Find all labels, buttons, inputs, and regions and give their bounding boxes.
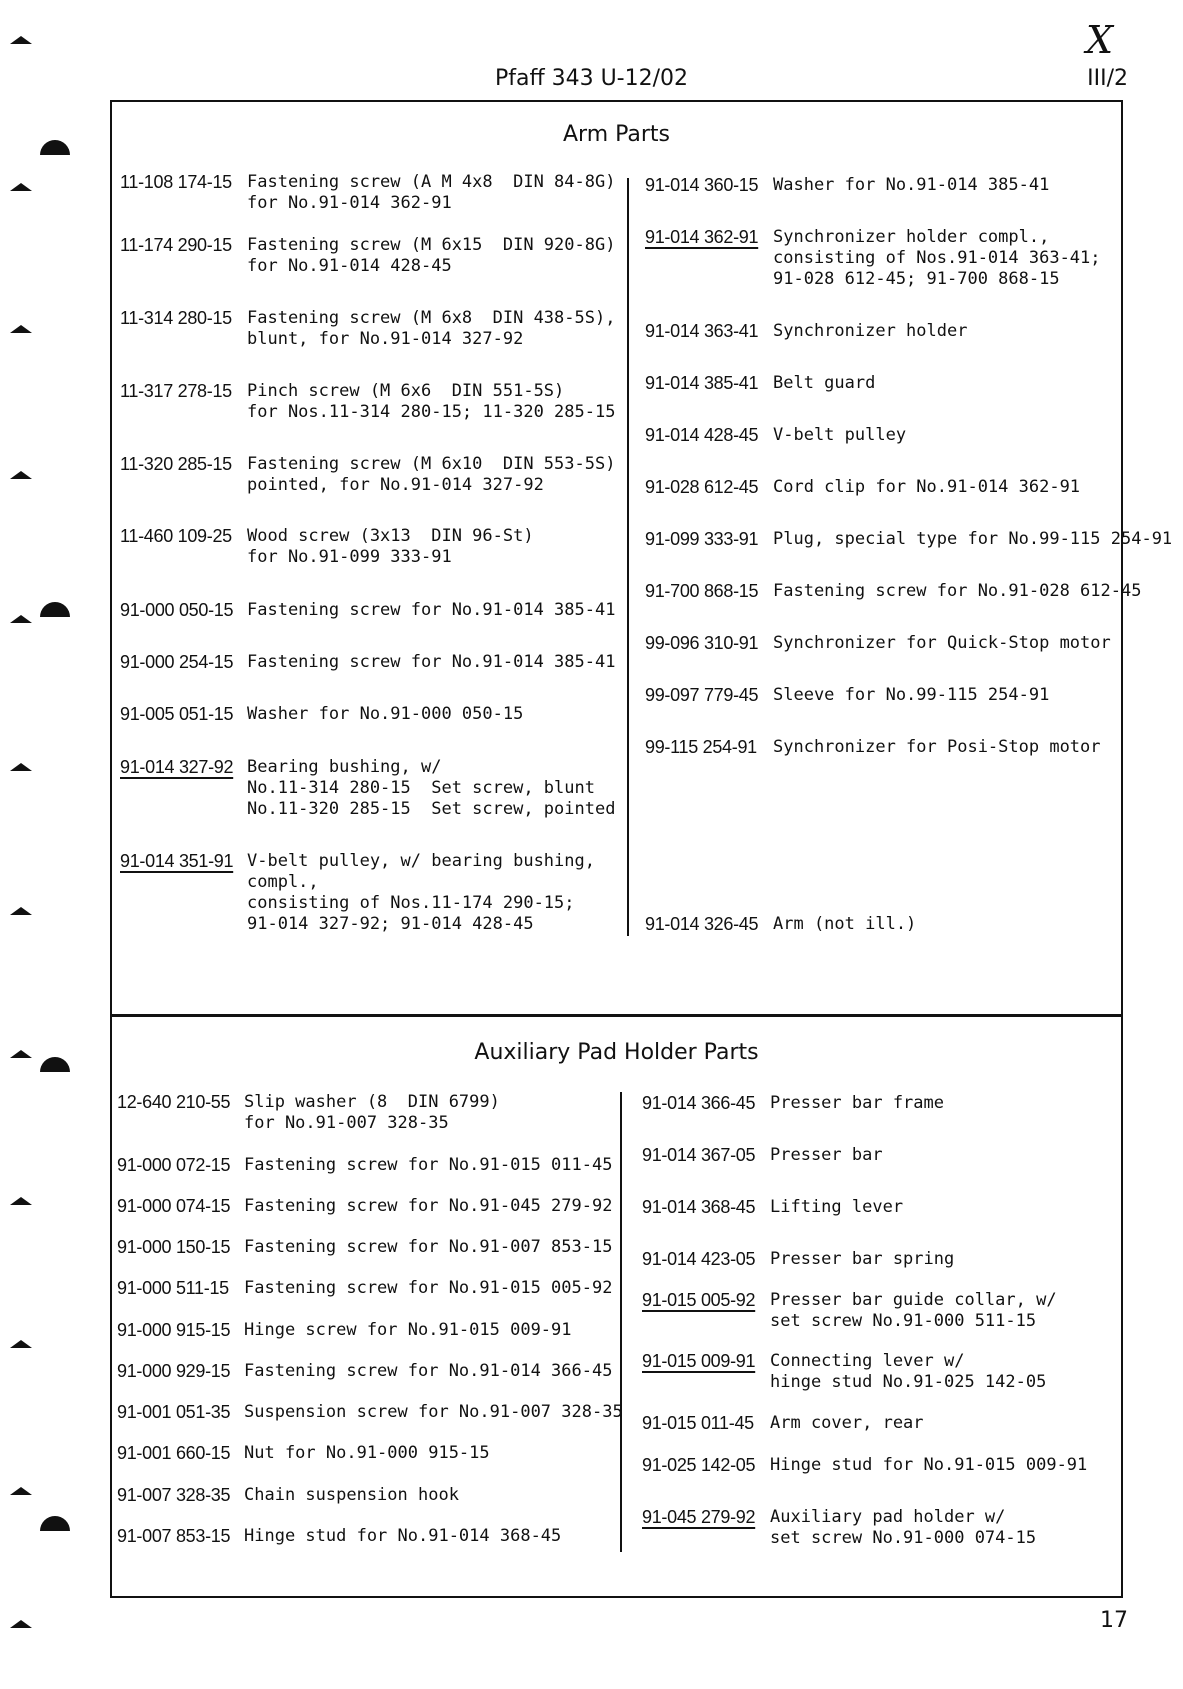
part-description: V-belt pulley (773, 425, 907, 445)
part-description: Nut for No.91-000 915-15 (244, 1443, 490, 1463)
part-number: 91-015 005-92 (642, 1290, 756, 1310)
part-description: Fastening screw (M 6x15 DIN 920-8G) for No.91-014 428-45 (247, 235, 616, 276)
part-entry (120, 454, 615, 496)
part-entry (642, 1351, 1046, 1393)
binding-mark (10, 325, 32, 333)
part-description: Fastening screw for No.91-028 612-45 (773, 581, 1142, 601)
part-number: 91-045 279-92 (642, 1507, 756, 1527)
handwritten-initial: X (1085, 18, 1113, 62)
binding-arc (40, 602, 70, 617)
part-entry (117, 1485, 459, 1506)
part-entry (642, 1145, 883, 1166)
part-number: 91-099 333-91 (645, 529, 759, 549)
binding-mark (10, 1340, 32, 1348)
page-title: Pfaff 343 U-12/02 (494, 66, 689, 91)
part-description: Washer for No.91-014 385-41 (773, 175, 1050, 195)
part-number: 91-014 423-05 (642, 1249, 756, 1269)
binding-mark (10, 36, 32, 44)
part-number: 11-108 174-15 (120, 172, 232, 192)
part-description: Synchronizer for Posi-Stop motor (773, 737, 1101, 757)
part-entry (642, 1413, 924, 1434)
part-number: 91-014 327-92 (120, 757, 234, 777)
part-number: 91-015 009-91 (642, 1351, 756, 1371)
part-description: Fastening screw for No.91-015 005-92 (244, 1278, 613, 1298)
part-entry (117, 1196, 612, 1217)
part-number: 91-014 326-45 (645, 914, 759, 934)
part-entry (645, 227, 1101, 290)
page-reference: III/2 (1087, 66, 1128, 91)
aux-column-divider (620, 1092, 622, 1552)
section-title-auxiliary-pad-holder-parts: Auxiliary Pad Holder Parts (474, 1040, 759, 1065)
part-entry (117, 1237, 612, 1258)
part-description: Fastening screw for No.91-014 385-41 (247, 600, 616, 620)
part-number: 91-001 660-15 (117, 1443, 231, 1463)
part-entry (642, 1290, 1057, 1332)
binding-mark (10, 1487, 32, 1495)
part-number: 11-174 290-15 (120, 235, 232, 255)
part-description: Synchronizer holder compl., consisting of Nos.91-014 363-41; 91-028 612-45; 91-700 868-15 (773, 227, 1101, 289)
part-description: Cord clip for No.91-014 362-91 (773, 477, 1081, 497)
binding-mark (10, 1197, 32, 1205)
part-number: 11-320 285-15 (120, 454, 232, 474)
part-description: Fastening screw for No.91-014 366-45 (244, 1361, 613, 1381)
part-description: Presser bar spring (770, 1249, 955, 1269)
part-description: Sleeve for No.99-115 254-91 (773, 685, 1050, 705)
part-entry (117, 1361, 612, 1382)
part-entry (117, 1443, 490, 1464)
part-number: 91-014 428-45 (645, 425, 759, 445)
part-number: 91-000 915-15 (117, 1320, 231, 1340)
part-description: Slip washer (8 DIN 6799) for No.91-007 328-35 (244, 1092, 500, 1133)
part-description: Chain suspension hook (244, 1485, 459, 1505)
part-number: 91-028 612-45 (645, 477, 759, 497)
part-number: 91-000 050-15 (120, 600, 234, 620)
part-number: 12-640 210-55 (117, 1092, 231, 1112)
part-entry (120, 652, 615, 673)
section-title-arm-parts: Arm Parts (562, 122, 671, 147)
part-entry (117, 1320, 572, 1341)
part-number: 91-001 051-35 (117, 1402, 231, 1422)
part-number: 91-014 368-45 (642, 1197, 756, 1217)
binding-mark (10, 763, 32, 771)
part-entry (642, 1507, 1036, 1549)
arm-column-divider (627, 178, 629, 936)
part-description: Hinge stud for No.91-014 368-45 (244, 1526, 562, 1546)
part-description: Fastening screw (M 6x8 DIN 438-5S), blunt, for No.91-014 327-92 (247, 308, 616, 349)
part-description: Belt guard (773, 373, 876, 393)
part-description: Presser bar guide collar, w/ set screw No.91-000 511-15 (770, 1290, 1057, 1331)
part-description: Presser bar (770, 1145, 883, 1165)
part-description: Wood screw (3x13 DIN 96-St) for No.91-099 333-91 (247, 526, 534, 567)
binding-mark (10, 183, 32, 191)
part-entry (642, 1455, 1087, 1476)
page-number: 17 (1100, 1608, 1128, 1633)
part-entry (645, 373, 875, 394)
part-description: Plug, special type for No.99-115 254-91 (773, 529, 1173, 549)
part-description: Arm cover, rear (770, 1413, 924, 1433)
part-description: Fastening screw for No.91-045 279-92 (244, 1196, 613, 1216)
part-number: 99-096 310-91 (645, 633, 759, 653)
part-entry (120, 172, 615, 214)
part-entry (645, 737, 1101, 758)
part-number: 91-014 360-15 (645, 175, 759, 195)
part-description: Synchronizer holder (773, 321, 968, 341)
binding-mark (10, 907, 32, 915)
part-description: Washer for No.91-000 050-15 (247, 704, 524, 724)
part-number: 91-000 072-15 (117, 1155, 231, 1175)
part-entry (120, 308, 615, 350)
part-number: 99-115 254-91 (645, 737, 757, 757)
part-number: 91-015 011-45 (642, 1413, 754, 1433)
part-description: Suspension screw for No.91-007 328-35 (244, 1402, 623, 1422)
part-number: 91-007 328-35 (117, 1485, 231, 1505)
part-description: Fastening screw (A M 4x8 DIN 84-8G) for No.91-014 362-91 (247, 172, 616, 213)
part-description: Auxiliary pad holder w/ set screw No.91-000 074-15 (770, 1507, 1037, 1548)
part-description: Fastening screw (M 6x10 DIN 553-5S) pointed, for No.91-014 327-92 (247, 454, 616, 495)
part-number: 91-014 385-41 (645, 373, 759, 393)
part-entry (117, 1526, 561, 1547)
part-number: 11-317 278-15 (120, 381, 232, 401)
part-number: 91-014 363-41 (645, 321, 759, 341)
part-entry (645, 175, 1049, 196)
part-description: Synchronizer for Quick-Stop motor (773, 633, 1111, 653)
binding-mark (10, 1050, 32, 1058)
part-entry (117, 1402, 623, 1423)
part-description: Bearing bushing, w/ No.11-314 280-15 Set screw, blunt No.11-320 285-15 Set screw, pointed (247, 757, 616, 819)
part-description: Fastening screw for No.91-015 011-45 (244, 1155, 613, 1175)
binding-mark (10, 471, 32, 479)
part-entry (120, 235, 615, 277)
part-description: Fastening screw for No.91-014 385-41 (247, 652, 616, 672)
part-number: 91-014 351-91 (120, 851, 234, 871)
part-number: 91-000 254-15 (120, 652, 234, 672)
part-description: Pinch screw (M 6x6 DIN 551-5S) for Nos.11-314 280-15; 11-320 285-15 (247, 381, 616, 422)
part-number: 99-097 779-45 (645, 685, 759, 705)
part-number: 91-700 868-15 (645, 581, 759, 601)
part-number: 91-014 366-45 (642, 1093, 756, 1113)
part-entry (645, 581, 1141, 602)
part-number: 91-000 511-15 (117, 1278, 229, 1298)
part-description: Arm (not ill.) (773, 914, 917, 934)
part-number: 91-005 051-15 (120, 704, 234, 724)
part-number: 91-000 074-15 (117, 1196, 231, 1216)
part-description: Fastening screw for No.91-007 853-15 (244, 1237, 613, 1257)
part-entry (645, 477, 1080, 498)
part-entry (645, 529, 1172, 550)
part-number: 91-000 150-15 (117, 1237, 231, 1257)
part-number: 91-025 142-05 (642, 1455, 756, 1475)
part-number: 91-007 853-15 (117, 1526, 231, 1546)
part-entry (117, 1155, 612, 1176)
part-entry (642, 1197, 903, 1218)
part-entry (645, 914, 916, 935)
part-description: Hinge screw for No.91-015 009-91 (244, 1320, 572, 1340)
part-entry (120, 526, 534, 568)
part-entry (120, 757, 615, 820)
part-entry (642, 1093, 944, 1114)
part-entry (120, 704, 523, 725)
part-entry (645, 685, 1049, 706)
section-divider (110, 1014, 1123, 1017)
part-description: Connecting lever w/ hinge stud No.91-025 142-05 (770, 1351, 1047, 1392)
binding-arc (40, 140, 70, 155)
part-number: 91-014 367-05 (642, 1145, 756, 1165)
part-entry (120, 851, 595, 935)
binding-arc (40, 1516, 70, 1531)
part-number: 91-014 362-91 (645, 227, 759, 247)
part-entry (645, 321, 967, 342)
part-description: V-belt pulley, w/ bearing bushing, compl., consisting of Nos.11-174 290-15; 91-014 327-92; 91-014 428-45 (247, 851, 595, 934)
part-entry (120, 600, 615, 621)
binding-mark (10, 1620, 32, 1628)
part-description: Hinge stud for No.91-015 009-91 (770, 1455, 1088, 1475)
binding-mark (10, 615, 32, 623)
part-number: 11-314 280-15 (120, 308, 232, 328)
part-description: Presser bar frame (770, 1093, 944, 1113)
part-entry (642, 1249, 954, 1270)
part-description: Lifting lever (770, 1197, 904, 1217)
part-number: 11-460 109-25 (120, 526, 232, 546)
binding-arc (40, 1057, 70, 1072)
part-entry (117, 1092, 500, 1134)
part-entry (645, 633, 1111, 654)
part-entry (120, 381, 615, 423)
part-entry (117, 1278, 612, 1299)
part-number: 91-000 929-15 (117, 1361, 231, 1381)
part-entry (645, 425, 906, 446)
